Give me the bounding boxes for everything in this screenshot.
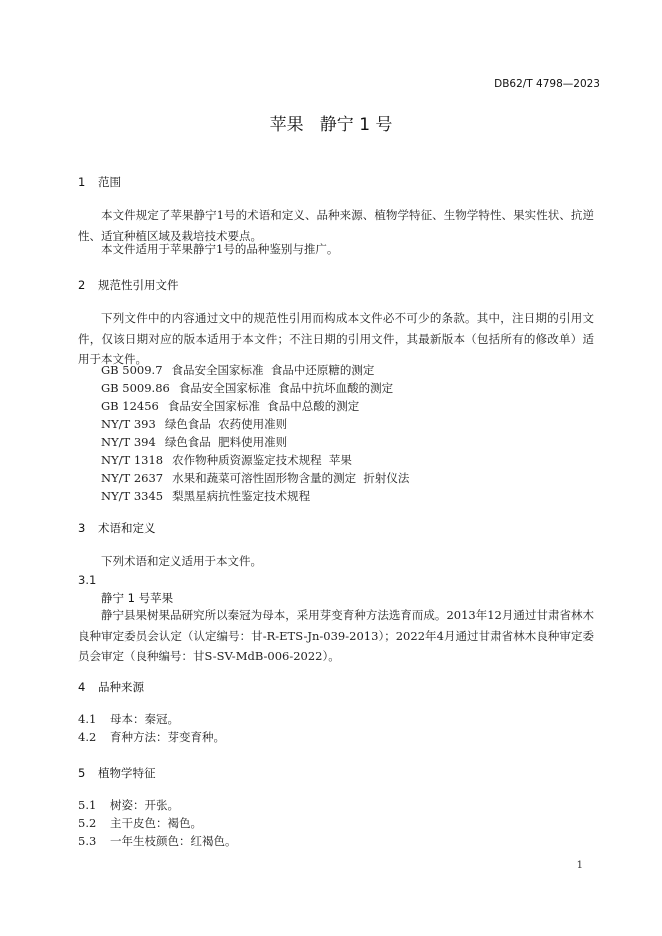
list-item — [78, 729, 225, 745]
reference-code: NY/T 393 — [101, 417, 156, 431]
reference-code: NY/T 3345 — [101, 489, 164, 503]
doc-code: DB62/T 4798—2023 — [494, 78, 600, 90]
reference-item — [101, 488, 310, 504]
section-title: 规范性引用文件 — [98, 278, 179, 292]
section-title: 术语和定义 — [98, 521, 156, 535]
reference-name: 农作物种质资源鉴定技术规程 苹果 — [172, 453, 352, 467]
reference-code: GB 5009.86 — [101, 381, 170, 395]
section-heading-4 — [78, 679, 144, 695]
item-number: 4.1 — [78, 712, 97, 726]
item-text: 树姿：开张。 — [110, 798, 179, 812]
list-item — [78, 797, 179, 813]
reference-name: 食品安全国家标准 食品中抗坏血酸的测定 — [178, 381, 394, 395]
references-intro-paragraph: 下列文件中的内容通过文中的规范性引用而构成本文件必不可少的条款。其中，注日期的引用文件，仅该日期对应的版本适用于本文件；不注日期的引用文件，其最新版本（包括所有的修改单）适用于本文件。 — [78, 311, 594, 366]
item-text: 母本：秦冠。 — [110, 712, 179, 726]
item-number: 5.2 — [78, 816, 97, 830]
item-number: 5.3 — [78, 834, 97, 848]
reference-name: 食品安全国家标准 食品中还原糖的测定 — [171, 363, 375, 377]
item-number: 5.1 — [78, 798, 97, 812]
section-heading-5 — [78, 765, 156, 781]
section-heading-1 — [78, 174, 121, 190]
page-number: 1 — [576, 860, 583, 871]
reference-item — [101, 416, 287, 432]
section-number: 3 — [78, 521, 86, 535]
reference-item — [101, 470, 409, 486]
section-title: 植物学特征 — [98, 766, 156, 780]
reference-name: 水果和蔬菜可溶性固形物含量的测定 折射仪法 — [172, 471, 410, 485]
list-item — [78, 711, 179, 727]
section-heading-2 — [78, 277, 179, 293]
section-number: 5 — [78, 766, 86, 780]
reference-name: 梨黑星病抗性鉴定技术规程 — [172, 489, 311, 503]
section-title: 品种来源 — [98, 680, 144, 694]
scope-paragraph-1: 本文件规定了苹果静宁1号的术语和定义、品种来源、植物学特征、生物学特性、果实性状、抗逆性、适宜种植区域及栽培技术要点。 — [78, 208, 594, 243]
reference-code: NY/T 1318 — [101, 453, 164, 467]
section-number: 1 — [78, 175, 86, 189]
term-name: 静宁 1 号苹果 — [101, 591, 174, 605]
item-number: 4.2 — [78, 730, 97, 744]
reference-item — [101, 398, 359, 414]
reference-name: 绿色食品 农药使用准则 — [164, 417, 288, 431]
reference-code: GB 12456 — [101, 399, 159, 413]
section-title: 范围 — [98, 175, 121, 189]
term-definition: 静宁县果树果品研究所以秦冠为母本，采用芽变育种方法选育而成。2013年12月通过甘肃省林木良种审定委员会认定（认定编号：甘-R-ETS-Jn-039-2013）；2022年4月通过甘肃省林木良种审定委员会审定（良种编号：甘S-SV-MdB-006-2022）。 — [78, 608, 594, 663]
section-heading-3 — [78, 520, 156, 536]
item-text: 一年生枝颜色：红褐色。 — [110, 834, 237, 848]
list-item — [78, 833, 237, 849]
item-text: 主干皮色：褐色。 — [110, 816, 202, 830]
item-text: 育种方法：芽变育种。 — [110, 730, 225, 744]
reference-code: NY/T 2637 — [101, 471, 164, 485]
reference-code: GB 5009.7 — [101, 363, 163, 377]
reference-item — [101, 362, 374, 378]
section-number: 2 — [78, 278, 86, 292]
reference-item — [101, 380, 393, 396]
reference-item — [101, 434, 287, 450]
section-number: 4 — [78, 680, 86, 694]
list-item — [78, 815, 202, 831]
terms-intro-paragraph: 下列术语和定义适用于本文件。 — [101, 554, 262, 568]
reference-code: NY/T 394 — [101, 435, 156, 449]
scope-paragraph-2: 本文件适用于苹果静宁1号的品种鉴别与推广。 — [101, 242, 339, 256]
page-title: 苹果 静宁 1 号 — [269, 115, 393, 135]
reference-name: 绿色食品 肥料使用准则 — [164, 435, 288, 449]
term-number: 3.1 — [78, 573, 97, 587]
reference-name: 食品安全国家标准 食品中总酸的测定 — [167, 399, 360, 413]
reference-item — [101, 452, 352, 468]
